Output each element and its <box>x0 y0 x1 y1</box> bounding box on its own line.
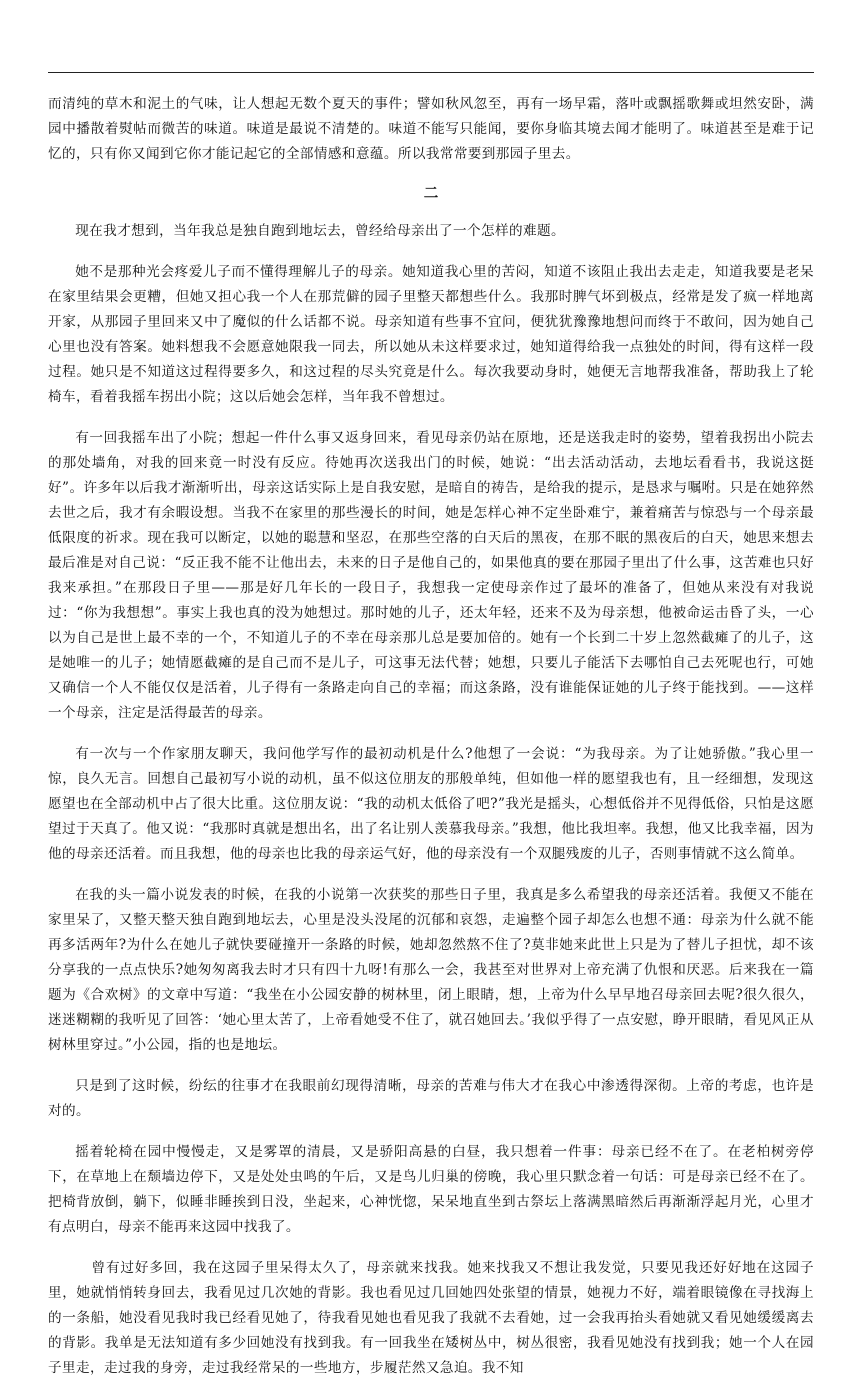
paragraph-continued: 而清纯的草木和泥土的气味，让人想起无数个夏天的事件；譬如秋风忽至，再有一场早霜，落叶或飘摇歌舞或坦然安卧，满园中播散着熨帖而微苦的味道。味道是最说不清楚的。味道不能写只能闻，要你身临其境去闻才能明了。味道甚至是难于记忆的，只有你又闻到它你才能记起它的全部情感和意蕴。所以我常常要到那园子里去。 <box>48 96 814 162</box>
document-page <box>48 0 814 1376</box>
paragraph: 在我的头一篇小说发表的时候，在我的小说第一次获奖的那些日子里，我真是多么希望我的母亲还活着。我便又不能在家里呆了，又整天整天独自跑到地坛去，心里是没头没尾的沉郁和哀怨，走遍整个园子却怎么也想不通：母亲为什么就不能再多活两年?为什么在她儿子就快要碰撞开一条路的时候，她却忽然熬不住了?莫非她来此世上只是为了替儿子担忧，却不该分享我的一点点快乐?她匆匆离我去时才只有四十九呀!有那么一会，我甚至对世界对上帝充满了仇恨和厌恶。后来我在一篇题为《合欢树》的文章中写道：“我坐在小公园安静的树林里，闭上眼睛，想，上帝为什么早早地召母亲回去呢?很久很久，迷迷糊糊的我听见了回答：‘她心里太苦了，上帝看她受不住了，就召她回去。’我似乎得了一点安慰，睁开眼睛，看见风正从树林里穿过。”小公园，指的也是地坛。 <box>48 887 814 1053</box>
document-body <box>48 92 814 1397</box>
section-heading: 二 <box>423 185 439 202</box>
paragraph: 只是到了这时候，纷纭的往事才在我眼前幻现得清晰，母亲的苦难与伟大才在我心中渗透得深彻。上帝的考虑，也许是对的。 <box>48 1078 814 1119</box>
paragraph: 她不是那种光会疼爱儿子而不懂得理解儿子的母亲。她知道我心里的苦闷，知道不该阻止我出去走走，知道我要是老呆在家里结果会更糟，但她又担心我一个人在那荒僻的园子里整天都想些什么。我那时脾气坏到极点，经常是发了疯一样地离开家，从那园子里回来又中了魔似的什么话都不说。母亲知道有些事不宜问，便犹犹豫豫地想问而终于不敢问，因为她自己心里也没有答案。她料想我不会愿意她限我一同去，所以她从未这样要求过，她知道得给我一点独处的时间，得有这样一段过程。她只是不知道这过程得要多久，和这过程的尽头究竟是什么。每次我要动身时，她便无言地帮我准备，帮助我上了轮椅车，看着我摇车拐出小院；这以后她会怎样，当年我不曾想过。 <box>48 264 814 405</box>
header-rule <box>48 72 814 73</box>
paragraph: 有一次与一个作家朋友聊天，我问他学写作的最初动机是什么?他想了一会说：“为我母亲。为了让她骄傲。”我心里一惊，良久无言。回想自己最初写小说的动机，虽不似这位朋友的那般单纯，但如他一样的愿望我也有，且一经细想，发现这愿望也在全部动机中占了很大比重。这位朋友说：“我的动机太低俗了吧?”我光是摇头，心想低俗并不见得低俗，只怕是这愿望过于天真了。他又说：“我那时真就是想出名，出了名让别人羡慕我母亲。”我想，他比我坦率。我想，他又比我幸福，因为他的母亲还活着。而且我想，他的母亲也比我的母亲运气好，他的母亲没有一个双腿残废的儿子，否则事情就不这么简单。 <box>48 746 814 862</box>
paragraph: 摇着轮椅在园中慢慢走，又是雾罩的清晨，又是骄阳高悬的白昼，我只想着一件事：母亲已经不在了。在老柏树旁停下，在草地上在颓墙边停下，又是处处虫鸣的午后，又是鸟儿归巢的傍晚，我心里只默念着一句话：可是母亲已经不在了。把椅背放倒，躺下，似睡非睡挨到日没，坐起来，心神恍惚，呆呆地直坐到古祭坛上落满黑暗然后再渐渐浮起月光，心里才有点明白，母亲不能再来这园中找我了。 <box>48 1144 814 1235</box>
paragraph: 现在我才想到，当年我总是独自跑到地坛去，曾经给母亲出了一个怎样的难题。 <box>75 223 565 239</box>
paragraph: 曾有过好多回，我在这园子里呆得太久了，母亲就来找我。她来找我又不想让我发觉，只要见我还好好地在这园子里，她就悄悄转身回去，我看见过几次她的背影。我也看见过几回她四处张望的情景，她视力不好，端着眼镜像在寻找海上的一条船，她没看见我时我已经看见她了，待我看见她也看见我了我就不去看她，过一会我再抬头看她就又看见她缓缓离去的背影。我单是无法知道有多少回她没有找到我。有一回我坐在矮树丛中，树丛很密，我看见她没有找到我；她一个人在园子里走，走过我的身旁，走过我经常呆的一些地方，步履茫然又急迫。我不知 <box>48 1260 814 1376</box>
paragraph: 有一回我摇车出了小院；想起一件什么事又返身回来，看见母亲仍站在原地，还是送我走时的姿势，望着我拐出小院去的那处墙角，对我的回来竟一时没有反应。待她再次送我出门的时候，她说：“出去活动活动，去地坛看看书，我说这挺好”。许多年以后我才渐渐听出，母亲这话实际上是自我安慰，是暗自的祷告，是给我的提示，是恳求与嘱咐。只是在她猝然去世之后，我才有余暇设想。当我不在家里的那些漫长的时间，她是怎样心神不定坐卧难宁，兼着痛苦与惊恐与一个母亲最低限度的祈求。现在我可以断定，以她的聪慧和坚忍，在那些空落的白天后的黑夜，在那不眠的黑夜后的白天，她思来想去最后准是对自己说：“反正我不能不让他出去，未来的日子是他自己的，如果他真的要在那园子里出了什么事，这苦难也只好我来承担。”在那段日子里——那是好几年长的一段日子，我想我一定使母亲作过了最坏的准备了，但她从来没有对我说过：“你为我想想”。事实上我也真的没为她想过。那时她的儿子，还太年轻，还来不及为母亲想，他被命运击昏了头，一心以为自己是世上最不幸的一个，不知道儿子的不幸在母亲那儿总是要加倍的。她有一个长到二十岁上忽然截瘫了的儿子，这是她唯一的儿子；她情愿截瘫的是自己而不是儿子，可这事无法代替；她想，只要儿子能活下去哪怕自己去死呢也行，可她又确信一个人不能仅仅是活着，儿子得有一条路走向自己的幸福；而这条路，没有谁能保证她的儿子终于能找到。——这样一个母亲，注定是活得最苦的母亲。 <box>48 430 814 721</box>
